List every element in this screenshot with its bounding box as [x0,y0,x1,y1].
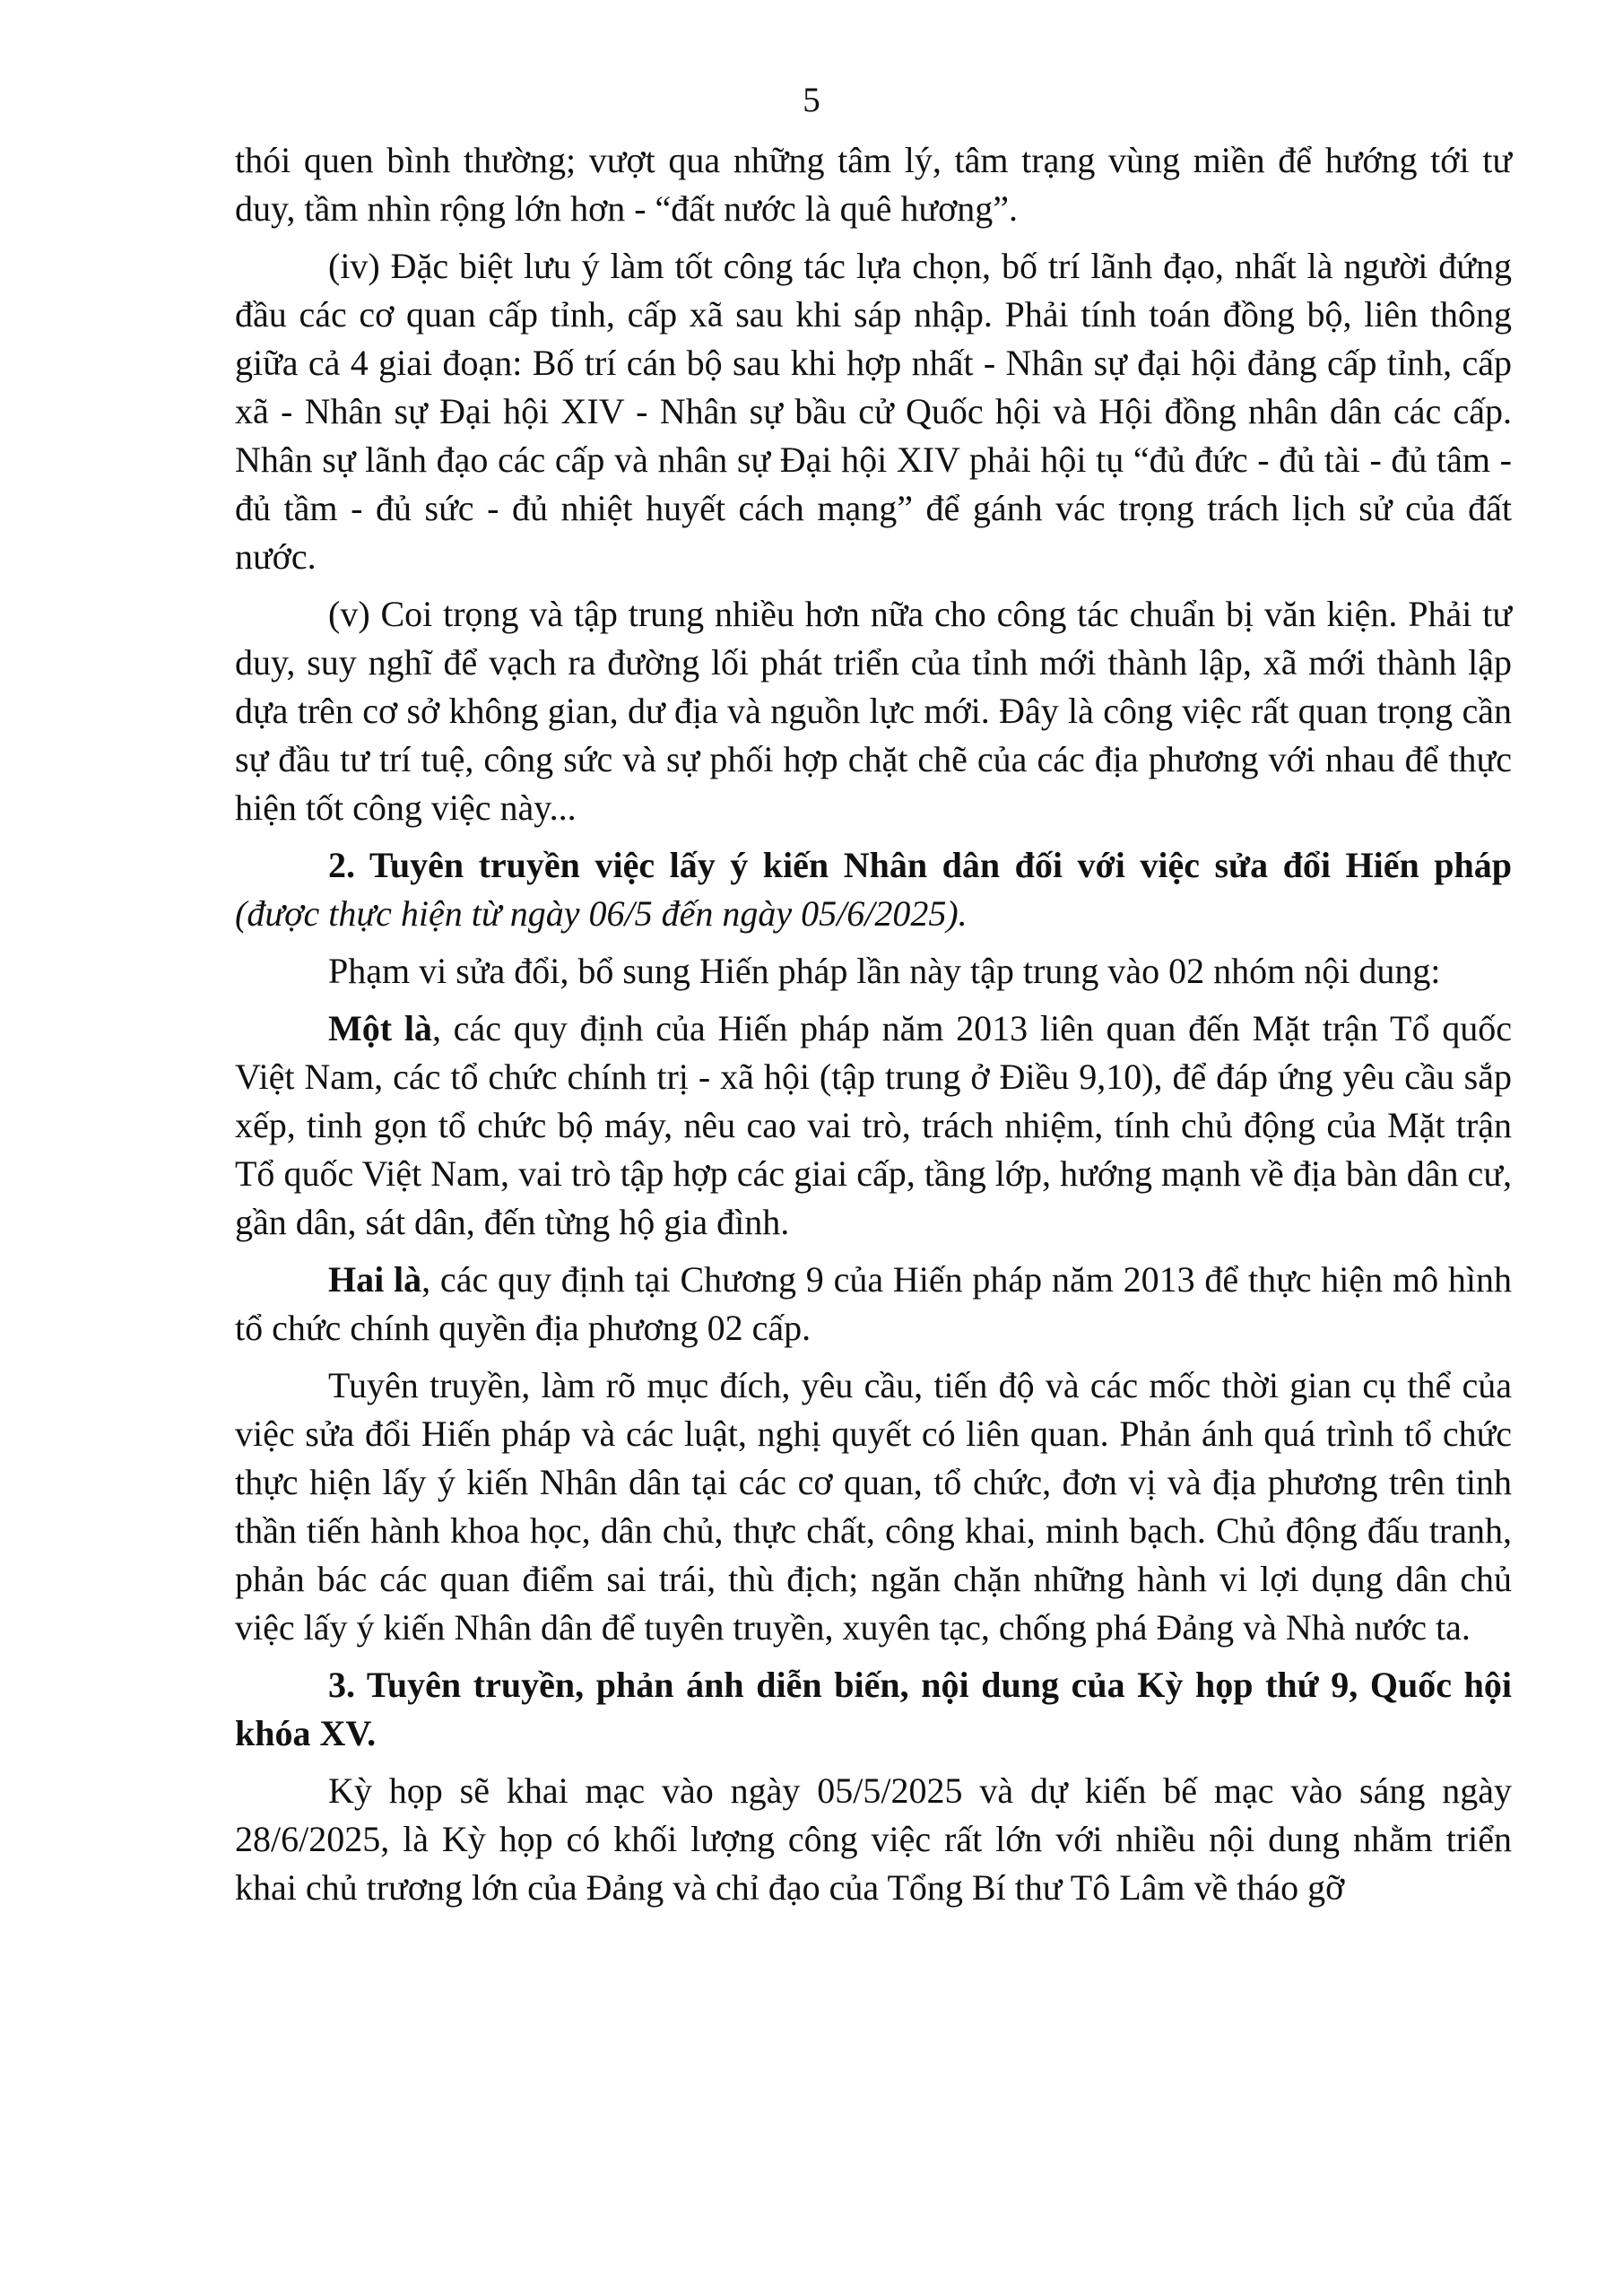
section-heading-2 [235,841,1512,938]
paragraph-continuation: thói quen bình thường; vượt qua những tâm lý, tâm trạng vùng miền để hướng tới tư duy, tầm nhìn rộng lớn hơn - “đất nước là quê hương”. [235,140,1512,229]
paragraph-item-iv: (iv) Đặc biệt lưu ý làm tốt công tác lựa chọn, bố trí lãnh đạo, nhất là người đứng đầu các cơ quan cấp tỉnh, cấp xã sau khi sáp nhập. Phải tính toán đồng bộ, liên thông giữa cả 4 giai đoạn: Bố trí cán bộ sau khi hợp nhất - Nhân sự đại hội đảng cấp tỉnh, cấp xã - Nhân sự Đại hội XIV - Nhân sự bầu cử Quốc hội và Hội đồng nhân dân các cấp. Nhân sự lãnh đạo các cấp và nhân sự Đại hội XIV phải hội tụ “đủ đức - đủ tài - đủ tâm - đủ tầm - đủ sức - đủ nhiệt huyết cách mạng” để gánh vác trọng trách lịch sử của đất nước. [235,246,1512,577]
paragraph-propaganda: Tuyên truyền, làm rõ mục đích, yêu cầu, tiến độ và các mốc thời gian cụ thể của việc sửa đổi Hiến pháp và các luật, nghị quyết có liên quan. Phản ánh quá trình tổ chức thực hiện lấy ý kiến Nhân dân tại các cơ quan, tổ chức, đơn vị và địa phương trên tinh thần tiến hành khoa học, dân chủ, thực chất, công khai, minh bạch. Chủ động đấu tranh, phản bác các quan điểm sai trái, thù địch; ngăn chặn những hành vi lợi dụng dân chủ việc lấy ý kiến Nhân dân để tuyên truyền, xuyên tạc, chống phá Đảng và Nhà nước ta. [235,1365,1512,1648]
group-one-text: , các quy định của Hiến pháp năm 2013 liên quan đến Mặt trận Tổ quốc Việt Nam, các tổ chức chính trị - xã hội (tập trung ở Điều 9,10), để đáp ứng yêu cầu sắp xếp, tinh gọn tổ chức bộ máy, nêu cao vai trò, trách nhiệm, tính chủ động của Mặt trận Tổ quốc Việt Nam, vai trò tập hợp các giai cấp, tầng lớp, hướng mạnh về địa bàn dân cư, gần dân, sát dân, đến từng hộ gia đình. [235,1008,1512,1242]
section-heading-2-dates: (được thực hiện từ ngày 06/5 đến ngày 05/6/2025). [235,893,968,934]
section-heading-3: 3. Tuyên truyền, phản ánh diễn biến, nội dung của Kỳ họp thứ 9, Quốc hội khóa XV. [235,1665,1512,1753]
paragraph-group-two [235,1256,1512,1352]
paragraph-item-v: (v) Coi trọng và tập trung nhiều hơn nữa cho công tác chuẩn bị văn kiện. Phải tư duy, suy nghĩ để vạch ra đường lối phát triển của tỉnh mới thành lập, xã mới thành lập dựa trên cơ sở không gian, dư địa và nguồn lực mới. Đây là công việc rất quan trọng cần sự đầu tư trí tuệ, công sức và sự phối hợp chặt chẽ của các địa phương với nhau để thực hiện tốt công việc này... [235,594,1512,828]
paragraph-scope: Phạm vi sửa đổi, bổ sung Hiến pháp lần này tập trung vào 02 nhóm nội dung: [328,951,1441,991]
paragraph-session: Kỳ họp sẽ khai mạc vào ngày 05/5/2025 và dự kiến bế mạc vào sáng ngày 28/6/2025, là Kỳ họp có khối lượng công việc rất lớn với nhiều nội dung nhằm triển khai chủ trương lớn của Đảng và chỉ đạo của Tổng Bí thư Tô Lâm về tháo gỡ [235,1770,1512,1908]
section-heading-2-title: 2. Tuyên truyền việc lấy ý kiến Nhân dân đối với việc sửa đổi Hiến pháp [328,845,1512,885]
group-two-text: , các quy định tại Chương 9 của Hiến pháp năm 2013 để thực hiện mô hình tổ chức chính quyền địa phương 02 cấp. [235,1259,1512,1348]
document-body [235,136,1512,1921]
group-one-label: Một là [328,1008,432,1048]
paragraph-group-one [235,1004,1512,1247]
group-two-label: Hai là [328,1259,422,1300]
page-number: 5 [803,81,820,119]
